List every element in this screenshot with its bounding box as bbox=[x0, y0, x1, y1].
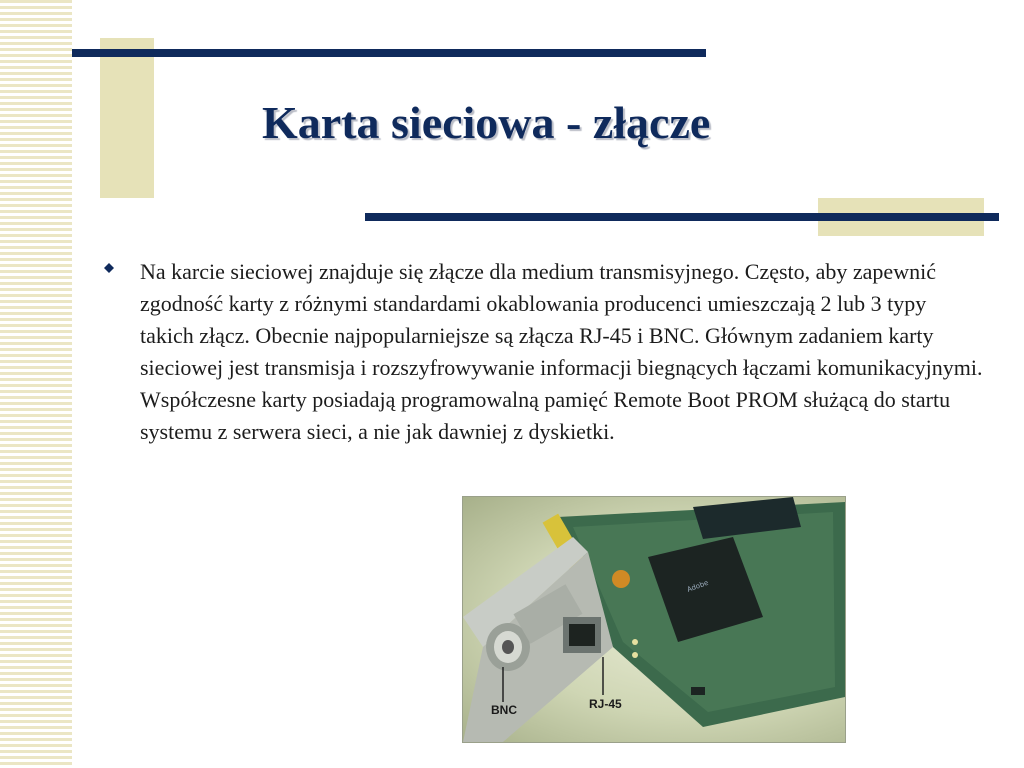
diamond-bullet-icon bbox=[104, 263, 114, 273]
left-stripe-decoration bbox=[0, 0, 72, 768]
slide-title: Karta sieciowa - złącze bbox=[262, 97, 711, 148]
rj45-label: RJ-45 bbox=[589, 697, 622, 711]
svg-text:Adobe: Adobe bbox=[685, 578, 710, 594]
title-rule-bottom bbox=[365, 213, 999, 221]
accent-block-top bbox=[100, 38, 154, 198]
title-rule-top bbox=[72, 49, 706, 57]
bnc-label: BNC bbox=[491, 703, 517, 717]
network-card-photo bbox=[462, 496, 846, 743]
slide-body-text: Na karcie sieciowej znajduje się złącze dla medium transmisyjnego. Często, aby zapewnić zgodność karty z różnymi standardami okablowania producenci umieszczają 2 lub 3 typy takich złącz. Obecnie najpopularniejsze są złącza RJ-45 i BNC. Głównym zadaniem karty sieciowej jest transmisja i rozszyfrowywanie informacji biegnących łączami komunikacyjnymi. Współczesne karty posiadają programowalną pamięć Remote Boot PROM służącą do startu systemu z serwera sieci, a nie jak dawniej z dyskietki. bbox=[140, 259, 983, 444]
